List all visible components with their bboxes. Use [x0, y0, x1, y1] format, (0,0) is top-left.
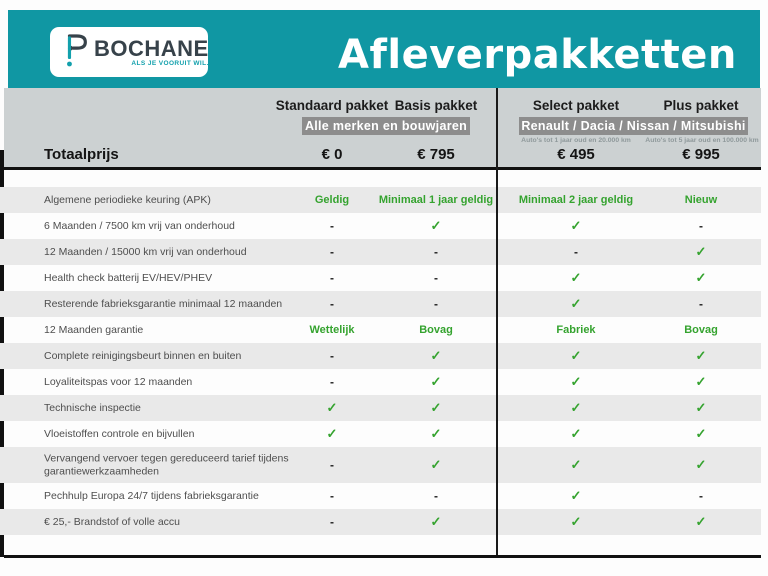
row-cell: -: [330, 297, 334, 311]
total-price-label: Totaalprijs: [44, 146, 119, 163]
row-cell: ✓: [570, 270, 582, 285]
row-cell: -: [330, 375, 334, 389]
table-bottom-line: [4, 555, 761, 558]
row-cell: ✓: [570, 488, 582, 503]
row-cell: -: [330, 349, 334, 363]
logo-name: BOCHANE: [94, 36, 209, 61]
group-banner-renault-dacia: Renault / Dacia / Nissan / Mitsubishi: [519, 117, 748, 135]
column-header-plus: Plus pakket: [663, 98, 739, 113]
row-cell: ✓: [695, 244, 707, 259]
row-label: 12 Maanden garantie: [44, 323, 144, 336]
table-row: [0, 187, 761, 213]
table-row: [0, 343, 761, 369]
bochane-logo: [50, 27, 208, 77]
row-cell: ✓: [570, 218, 582, 233]
bochane-logo-icon: [62, 30, 90, 75]
row-label: Technische inspectie: [44, 401, 141, 414]
column-note-plus: Auto's tot 5 jaar oud en 100.000 km: [645, 137, 759, 144]
row-label: 6 Maanden / 7500 km vrij van onderhoud: [44, 219, 235, 232]
row-label: Health check batterij EV/HEV/PHEV: [44, 271, 213, 284]
row-label: Vloeistoffen controle en bijvullen: [44, 427, 195, 440]
row-cell: -: [330, 489, 334, 503]
row-cell: -: [574, 245, 578, 259]
row-cell: ✓: [430, 348, 442, 363]
row-cell: ✓: [430, 218, 442, 233]
row-cell: ✓: [430, 457, 442, 472]
row-cell: Bovag: [684, 324, 718, 336]
row-cell: ✓: [695, 348, 707, 363]
row-cell: ✓: [570, 457, 582, 472]
table-body: [0, 187, 768, 535]
table-row: [0, 421, 761, 447]
logo-tagline: ALS JE VOORUIT WIL.: [131, 60, 209, 67]
page-title: Afleverpakketten: [338, 32, 737, 78]
row-cell: ✓: [326, 426, 338, 441]
row-cell: -: [434, 271, 438, 285]
table-row: [0, 369, 761, 395]
row-cell: ✓: [570, 400, 582, 415]
row-cell: -: [699, 297, 703, 311]
column-header-standaard: Standaard pakket: [275, 98, 389, 113]
row-cell: -: [330, 219, 334, 233]
row-label: Vervangend vervoer tegen gereduceerd tarief tijdens garantiewerkzaamheden: [44, 452, 289, 477]
row-cell: Fabriek: [556, 324, 596, 336]
row-cell: ✓: [570, 348, 582, 363]
logo-text: [94, 37, 209, 67]
app-header: [8, 10, 760, 88]
row-cell: Minimaal 2 jaar geldig: [518, 194, 634, 206]
column-header-select: Select pakket: [532, 98, 620, 113]
row-cell: Wettelijk: [309, 324, 355, 336]
row-cell: -: [699, 219, 703, 233]
price-basis: € 795: [417, 146, 455, 163]
table-row: [0, 317, 761, 343]
table-row: [0, 239, 761, 265]
row-cell: ✓: [430, 426, 442, 441]
row-cell: ✓: [695, 374, 707, 389]
package-group-divider: [496, 88, 498, 557]
row-cell: ✓: [430, 514, 442, 529]
row-cell: -: [330, 271, 334, 285]
row-label: € 25,- Brandstof of volle accu: [44, 515, 180, 528]
table-row: [0, 265, 761, 291]
row-cell: ✓: [570, 296, 582, 311]
column-note-select: Auto's tot 1 jaar oud en 20.000 km: [521, 137, 631, 144]
header-band-divider-line: [4, 167, 761, 170]
table-row: [0, 395, 761, 421]
table-row: [0, 483, 761, 509]
row-cell: ✓: [695, 514, 707, 529]
row-cell: Nieuw: [684, 194, 718, 206]
row-label: 12 Maanden / 15000 km vrij van onderhoud: [44, 245, 247, 258]
price-standaard: € 0: [321, 146, 343, 163]
row-cell: -: [330, 515, 334, 529]
row-cell: -: [434, 297, 438, 311]
row-cell: -: [699, 489, 703, 503]
row-cell: ✓: [430, 374, 442, 389]
row-cell: -: [330, 458, 334, 472]
row-label: Pechhulp Europa 24/7 tijdens fabrieksgarantie: [44, 489, 259, 502]
row-cell: ✓: [695, 270, 707, 285]
table-row: [0, 509, 761, 535]
row-cell: Bovag: [419, 324, 453, 336]
row-cell: ✓: [430, 400, 442, 415]
row-cell: ✓: [695, 400, 707, 415]
row-label: Algemene periodieke keuring (APK): [44, 193, 211, 206]
column-header-basis: Basis pakket: [394, 98, 478, 113]
row-cell: ✓: [570, 426, 582, 441]
row-cell: ✓: [326, 400, 338, 415]
table-row: [0, 291, 761, 317]
row-cell: -: [434, 245, 438, 259]
price-select: € 495: [557, 146, 595, 163]
row-label: Resterende fabrieksgarantie minimaal 12 maanden: [44, 297, 283, 310]
group-banner-alle-merken: Alle merken en bouwjaren: [302, 117, 470, 135]
row-label: Complete reinigingsbeurt binnen en buiten: [44, 349, 242, 362]
row-cell: -: [434, 489, 438, 503]
row-cell: ✓: [695, 457, 707, 472]
row-label: Loyaliteitspas voor 12 maanden: [44, 375, 193, 388]
table-row: [0, 213, 761, 239]
row-cell: Geldig: [314, 194, 350, 206]
row-cell: ✓: [570, 514, 582, 529]
price-plus: € 995: [682, 146, 720, 163]
row-cell: ✓: [570, 374, 582, 389]
row-cell: ✓: [695, 426, 707, 441]
table-row: [0, 447, 761, 483]
row-cell: -: [330, 245, 334, 259]
row-cell: Minimaal 1 jaar geldig: [378, 194, 494, 206]
